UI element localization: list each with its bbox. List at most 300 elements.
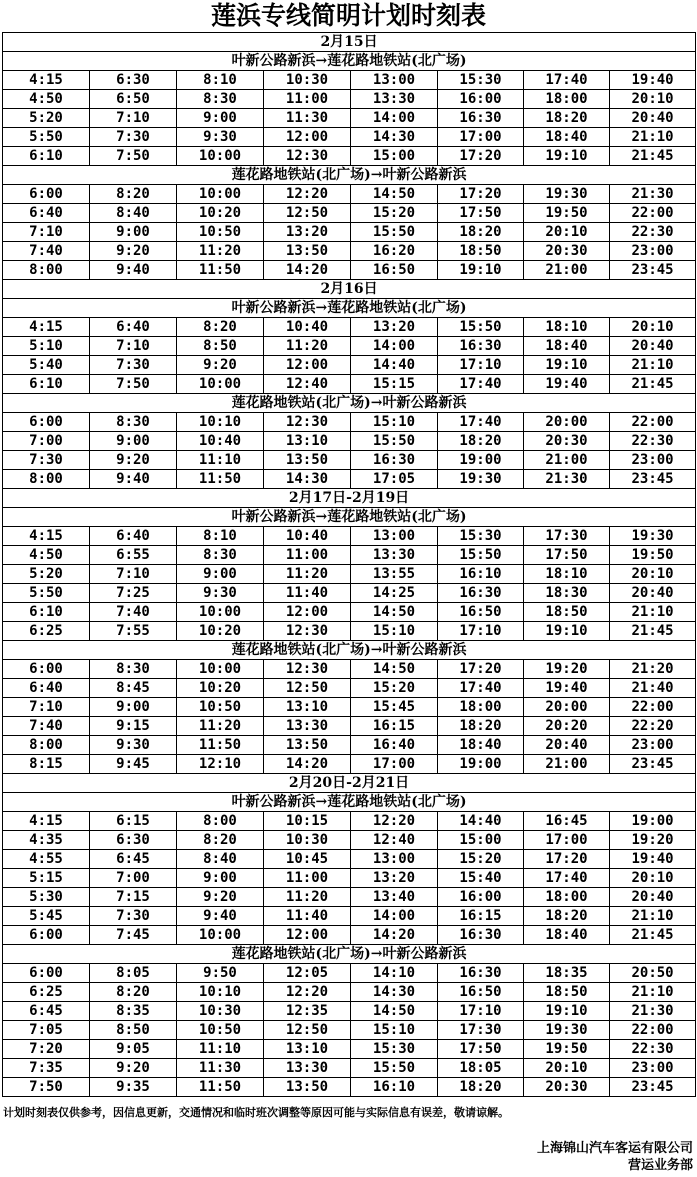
departure-time: 9:20: [90, 451, 177, 470]
table-row: [3, 964, 696, 983]
departure-time: 6:00: [3, 185, 90, 204]
departure-time: 16:30: [438, 926, 524, 945]
departure-time: 15:50: [351, 223, 438, 242]
departure-time: 23:00: [610, 451, 696, 470]
departure-time: 6:00: [3, 926, 90, 945]
departure-time: 18:50: [438, 242, 524, 261]
departure-time: 23:00: [610, 1059, 696, 1078]
departure-time: 12:00: [264, 356, 351, 375]
departure-time: 8:40: [177, 850, 264, 869]
departure-time: 10:15: [264, 812, 351, 831]
departure-time: 17:10: [438, 622, 524, 641]
date-header: 2月15日: [3, 33, 696, 52]
departure-time: 10:00: [177, 660, 264, 679]
departure-time: 19:10: [524, 147, 610, 166]
departure-time: 12:35: [264, 1002, 351, 1021]
departure-time: 10:00: [177, 603, 264, 622]
departure-time: 15:00: [438, 831, 524, 850]
company-name: 上海锦山汽车客运有限公司: [536, 1141, 693, 1156]
departure-time: 16:10: [351, 1078, 438, 1097]
table-row: [3, 413, 696, 432]
departure-time: 15:00: [351, 147, 438, 166]
date-header: 2月20日-2月21日: [3, 774, 696, 793]
departure-time: 7:05: [3, 1021, 90, 1040]
departure-time: 20:00: [524, 413, 610, 432]
departure-time: 6:00: [3, 964, 90, 983]
table-row: [3, 1078, 696, 1097]
route-header-row: [3, 299, 696, 318]
department-name: 营运业务部: [627, 1158, 693, 1173]
departure-time: 18:00: [438, 698, 524, 717]
departure-time: 7:10: [3, 223, 90, 242]
departure-time: 11:00: [264, 869, 351, 888]
departure-time: 5:30: [3, 888, 90, 907]
departure-time: 21:00: [524, 755, 610, 774]
table-row: [3, 337, 696, 356]
departure-time: 21:10: [610, 356, 696, 375]
departure-time: 14:00: [351, 907, 438, 926]
departure-time: 11:30: [264, 109, 351, 128]
departure-time: 11:50: [177, 1078, 264, 1097]
departure-time: 16:40: [351, 736, 438, 755]
departure-time: 16:30: [438, 109, 524, 128]
departure-time: 20:40: [610, 888, 696, 907]
departure-time: 23:00: [610, 242, 696, 261]
departure-time: 11:10: [177, 451, 264, 470]
departure-time: 11:00: [264, 90, 351, 109]
departure-time: 9:40: [90, 261, 177, 280]
departure-time: 18:30: [524, 584, 610, 603]
departure-time: 22:20: [610, 717, 696, 736]
table-row: [3, 717, 696, 736]
departure-time: 18:00: [524, 888, 610, 907]
departure-time: 5:15: [3, 869, 90, 888]
departure-time: 4:15: [3, 318, 90, 337]
departure-time: 4:15: [3, 527, 90, 546]
departure-time: 8:40: [90, 204, 177, 223]
departure-time: 8:50: [177, 337, 264, 356]
departure-time: 10:10: [177, 983, 264, 1002]
departure-time: 17:20: [438, 660, 524, 679]
departure-time: 9:00: [177, 565, 264, 584]
route-header: 叶新公路新浜→莲花路地铁站(北广场): [3, 793, 696, 812]
table-row: [3, 983, 696, 1002]
route-header: 莲花路地铁站(北广场)→叶新公路新浜: [3, 166, 696, 185]
departure-time: 12:50: [264, 204, 351, 223]
departure-time: 19:00: [438, 755, 524, 774]
departure-time: 12:20: [351, 812, 438, 831]
departure-time: 22:30: [610, 1040, 696, 1059]
departure-time: 14:30: [264, 470, 351, 489]
departure-time: 18:10: [524, 318, 610, 337]
departure-time: 7:10: [90, 565, 177, 584]
departure-time: 12:00: [264, 128, 351, 147]
date-header: 2月17日-2月19日: [3, 489, 696, 508]
departure-time: 15:10: [351, 1021, 438, 1040]
departure-time: 7:40: [90, 603, 177, 622]
departure-time: 13:20: [351, 869, 438, 888]
table-row: [3, 869, 696, 888]
departure-time: 4:55: [3, 850, 90, 869]
departure-time: 7:10: [90, 337, 177, 356]
departure-time: 13:10: [264, 432, 351, 451]
departure-time: 4:35: [3, 831, 90, 850]
departure-time: 19:40: [610, 71, 696, 90]
departure-time: 19:50: [524, 1040, 610, 1059]
departure-time: 11:10: [177, 1040, 264, 1059]
departure-time: 4:15: [3, 812, 90, 831]
departure-time: 15:15: [351, 375, 438, 394]
departure-time: 8:35: [90, 1002, 177, 1021]
table-row: [3, 546, 696, 565]
departure-time: 18:50: [524, 983, 610, 1002]
departure-time: 6:40: [90, 527, 177, 546]
departure-time: 9:45: [90, 755, 177, 774]
departure-time: 5:50: [3, 128, 90, 147]
departure-time: 22:00: [610, 698, 696, 717]
departure-time: 9:30: [177, 584, 264, 603]
table-row: [3, 470, 696, 489]
departure-time: 19:10: [438, 261, 524, 280]
departure-time: 17:10: [438, 356, 524, 375]
departure-time: 13:00: [351, 527, 438, 546]
departure-time: 12:00: [264, 926, 351, 945]
table-row: [3, 375, 696, 394]
departure-time: 10:10: [177, 413, 264, 432]
departure-time: 4:50: [3, 90, 90, 109]
departure-time: 10:20: [177, 679, 264, 698]
departure-time: 18:10: [524, 565, 610, 584]
table-row: [3, 1059, 696, 1078]
departure-time: 14:00: [351, 109, 438, 128]
table-row: [3, 242, 696, 261]
departure-time: 11:20: [264, 337, 351, 356]
departure-time: 13:30: [264, 717, 351, 736]
table-row: [3, 71, 696, 90]
departure-time: 9:40: [177, 907, 264, 926]
departure-time: 7:50: [90, 147, 177, 166]
departure-time: 10:50: [177, 223, 264, 242]
departure-time: 15:50: [438, 318, 524, 337]
departure-time: 15:20: [351, 204, 438, 223]
departure-time: 13:50: [264, 736, 351, 755]
departure-time: 10:00: [177, 926, 264, 945]
departure-time: 10:20: [177, 204, 264, 223]
departure-time: 21:30: [524, 470, 610, 489]
departure-time: 17:50: [438, 1040, 524, 1059]
departure-time: 8:20: [177, 318, 264, 337]
route-header: 莲花路地铁站(北广场)→叶新公路新浜: [3, 641, 696, 660]
departure-time: 14:20: [351, 926, 438, 945]
departure-time: 8:20: [177, 831, 264, 850]
departure-time: 16:15: [438, 907, 524, 926]
departure-time: 6:25: [3, 983, 90, 1002]
departure-time: 11:20: [264, 888, 351, 907]
departure-time: 7:15: [90, 888, 177, 907]
departure-time: 18:35: [524, 964, 610, 983]
departure-time: 19:20: [610, 831, 696, 850]
departure-time: 10:40: [177, 432, 264, 451]
departure-time: 18:00: [524, 90, 610, 109]
departure-time: 10:20: [177, 622, 264, 641]
departure-time: 11:50: [177, 261, 264, 280]
departure-time: 20:40: [610, 584, 696, 603]
departure-time: 9:00: [90, 698, 177, 717]
departure-time: 18:05: [438, 1059, 524, 1078]
departure-time: 12:30: [264, 660, 351, 679]
departure-time: 17:20: [524, 850, 610, 869]
departure-time: 6:45: [90, 850, 177, 869]
departure-time: 10:00: [177, 147, 264, 166]
table-row: [3, 679, 696, 698]
departure-time: 7:40: [3, 717, 90, 736]
departure-time: 12:20: [264, 983, 351, 1002]
departure-time: 7:00: [90, 869, 177, 888]
departure-time: 14:30: [351, 983, 438, 1002]
departure-time: 9:00: [90, 432, 177, 451]
table-row: [3, 926, 696, 945]
departure-time: 20:40: [524, 736, 610, 755]
departure-time: 17:10: [438, 1002, 524, 1021]
table-row: [3, 185, 696, 204]
departure-time: 19:30: [610, 527, 696, 546]
departure-time: 23:45: [610, 261, 696, 280]
departure-time: 15:50: [351, 1059, 438, 1078]
departure-time: 11:20: [264, 565, 351, 584]
departure-time: 16:10: [438, 565, 524, 584]
departure-time: 11:50: [177, 736, 264, 755]
route-header-row: [3, 52, 696, 71]
departure-time: 6:00: [3, 660, 90, 679]
departure-time: 16:45: [524, 812, 610, 831]
departure-time: 15:30: [438, 71, 524, 90]
departure-time: 9:05: [90, 1040, 177, 1059]
route-header: 叶新公路新浜→莲花路地铁站(北广场): [3, 299, 696, 318]
departure-time: 20:30: [524, 1078, 610, 1097]
departure-time: 17:40: [438, 375, 524, 394]
departure-time: 13:50: [264, 1078, 351, 1097]
departure-time: 13:55: [351, 565, 438, 584]
departure-time: 10:30: [264, 71, 351, 90]
departure-time: 19:10: [524, 1002, 610, 1021]
departure-time: 7:35: [3, 1059, 90, 1078]
departure-time: 12:40: [351, 831, 438, 850]
route-header-row: [3, 508, 696, 527]
departure-time: 9:35: [90, 1078, 177, 1097]
departure-time: 18:40: [524, 337, 610, 356]
departure-time: 9:15: [90, 717, 177, 736]
departure-time: 7:10: [90, 109, 177, 128]
departure-time: 8:30: [177, 546, 264, 565]
departure-time: 19:20: [524, 660, 610, 679]
departure-time: 11:20: [177, 717, 264, 736]
table-row: [3, 850, 696, 869]
departure-time: 22:00: [610, 204, 696, 223]
departure-time: 20:10: [524, 223, 610, 242]
route-header: 莲花路地铁站(北广场)→叶新公路新浜: [3, 945, 696, 964]
departure-time: 8:50: [90, 1021, 177, 1040]
departure-time: 12:20: [264, 185, 351, 204]
table-row: [3, 584, 696, 603]
departure-time: 20:20: [524, 717, 610, 736]
departure-time: 10:40: [264, 318, 351, 337]
departure-time: 11:00: [264, 546, 351, 565]
departure-time: 12:30: [264, 147, 351, 166]
departure-time: 20:30: [524, 432, 610, 451]
departure-time: 21:30: [610, 185, 696, 204]
table-row: [3, 831, 696, 850]
departure-time: 8:30: [177, 90, 264, 109]
departure-time: 6:25: [3, 622, 90, 641]
departure-time: 15:50: [438, 546, 524, 565]
departure-time: 12:10: [177, 755, 264, 774]
departure-time: 21:45: [610, 622, 696, 641]
departure-time: 8:15: [3, 755, 90, 774]
departure-time: 20:10: [524, 1059, 610, 1078]
departure-time: 14:20: [264, 261, 351, 280]
departure-time: 17:40: [524, 71, 610, 90]
departure-time: 8:10: [177, 527, 264, 546]
departure-time: 18:40: [438, 736, 524, 755]
departure-time: 6:10: [3, 603, 90, 622]
departure-time: 17:50: [524, 546, 610, 565]
departure-time: 17:05: [351, 470, 438, 489]
departure-time: 10:30: [264, 831, 351, 850]
departure-time: 11:40: [264, 584, 351, 603]
departure-time: 17:20: [438, 147, 524, 166]
departure-time: 13:00: [351, 850, 438, 869]
departure-time: 21:40: [610, 679, 696, 698]
table-row: [3, 698, 696, 717]
departure-time: 16:30: [438, 964, 524, 983]
departure-time: 12:30: [264, 413, 351, 432]
departure-time: 21:45: [610, 375, 696, 394]
departure-time: 7:45: [90, 926, 177, 945]
departure-time: 19:10: [524, 622, 610, 641]
departure-time: 7:50: [90, 375, 177, 394]
departure-time: 14:50: [351, 185, 438, 204]
departure-time: 10:30: [177, 1002, 264, 1021]
departure-time: 18:40: [524, 128, 610, 147]
departure-time: 9:50: [177, 964, 264, 983]
departure-time: 20:10: [610, 565, 696, 584]
departure-time: 9:30: [177, 128, 264, 147]
departure-time: 23:00: [610, 736, 696, 755]
table-row: [3, 261, 696, 280]
departure-time: 20:10: [610, 318, 696, 337]
departure-time: 18:40: [524, 926, 610, 945]
departure-time: 17:30: [524, 527, 610, 546]
route-header-row: [3, 394, 696, 413]
table-row: [3, 147, 696, 166]
departure-time: 17:40: [438, 679, 524, 698]
departure-time: 5:20: [3, 109, 90, 128]
departure-time: 22:30: [610, 432, 696, 451]
departure-time: 9:20: [90, 1059, 177, 1078]
departure-time: 17:30: [438, 1021, 524, 1040]
departure-time: 8:30: [90, 413, 177, 432]
departure-time: 8:00: [3, 736, 90, 755]
departure-time: 7:30: [90, 356, 177, 375]
table-row: [3, 1002, 696, 1021]
departure-time: 15:20: [438, 850, 524, 869]
departure-time: 9:20: [90, 242, 177, 261]
departure-time: 15:10: [351, 413, 438, 432]
departure-time: 6:55: [90, 546, 177, 565]
departure-time: 22:00: [610, 413, 696, 432]
departure-time: 6:10: [3, 147, 90, 166]
table-row: [3, 1021, 696, 1040]
departure-time: 19:00: [610, 812, 696, 831]
departure-time: 17:40: [524, 869, 610, 888]
departure-time: 21:10: [610, 128, 696, 147]
departure-time: 21:30: [610, 1002, 696, 1021]
date-header-row: [3, 280, 696, 299]
table-row: [3, 432, 696, 451]
departure-time: 11:40: [264, 907, 351, 926]
table-row: [3, 527, 696, 546]
departure-time: 6:00: [3, 413, 90, 432]
departure-time: 17:40: [438, 413, 524, 432]
departure-time: 18:50: [524, 603, 610, 622]
table-row: [3, 888, 696, 907]
departure-time: 13:30: [351, 546, 438, 565]
departure-time: 23:45: [610, 1078, 696, 1097]
departure-time: 21:10: [610, 603, 696, 622]
departure-time: 5:10: [3, 337, 90, 356]
departure-time: 13:50: [264, 242, 351, 261]
table-row: [3, 755, 696, 774]
departure-time: 15:45: [351, 698, 438, 717]
departure-time: 5:40: [3, 356, 90, 375]
departure-time: 20:40: [610, 109, 696, 128]
departure-time: 14:10: [351, 964, 438, 983]
departure-time: 17:50: [438, 204, 524, 223]
departure-time: 21:45: [610, 147, 696, 166]
departure-time: 6:30: [90, 831, 177, 850]
departure-time: 19:50: [610, 546, 696, 565]
departure-time: 6:50: [90, 90, 177, 109]
table-row: [3, 603, 696, 622]
departure-time: 8:10: [177, 71, 264, 90]
departure-time: 16:15: [351, 717, 438, 736]
departure-time: 16:00: [438, 90, 524, 109]
table-row: [3, 318, 696, 337]
route-header: 莲花路地铁站(北广场)→叶新公路新浜: [3, 394, 696, 413]
departure-time: 16:30: [438, 337, 524, 356]
departure-time: 19:10: [524, 356, 610, 375]
departure-time: 7:30: [3, 451, 90, 470]
departure-time: 7:00: [3, 432, 90, 451]
departure-time: 13:40: [351, 888, 438, 907]
departure-time: 16:50: [351, 261, 438, 280]
departure-time: 14:25: [351, 584, 438, 603]
departure-time: 13:10: [264, 1040, 351, 1059]
departure-time: 21:20: [610, 660, 696, 679]
departure-time: 19:30: [524, 185, 610, 204]
table-row: [3, 223, 696, 242]
table-row: [3, 90, 696, 109]
departure-time: 8:00: [3, 261, 90, 280]
departure-time: 7:25: [90, 584, 177, 603]
departure-time: 8:00: [3, 470, 90, 489]
departure-time: 22:30: [610, 223, 696, 242]
departure-time: 8:45: [90, 679, 177, 698]
page-title: 莲浜专线简明计划时刻表: [210, 1, 486, 30]
departure-time: 6:15: [90, 812, 177, 831]
departure-time: 10:50: [177, 698, 264, 717]
table-row: [3, 736, 696, 755]
